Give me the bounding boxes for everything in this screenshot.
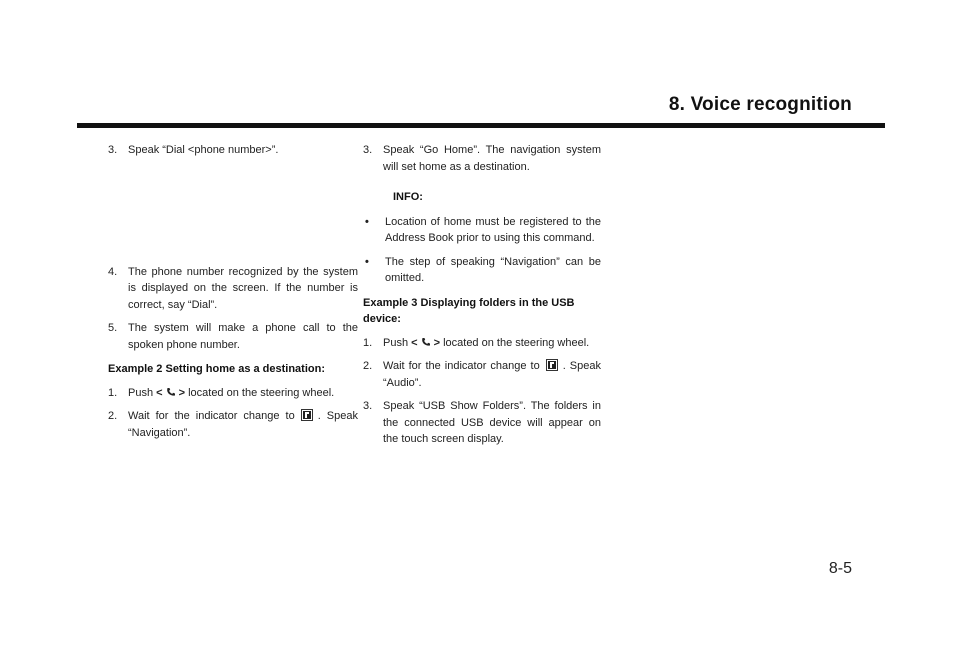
- step-number: 3.: [363, 144, 373, 156]
- step-text-after: located on the steering wheel.: [188, 386, 335, 399]
- step-text: The phone number recognized by the system is displayed on the screen. If the number is correct, say “Dial”.: [128, 265, 358, 311]
- step-text: [128, 385, 358, 402]
- step-number: 1.: [108, 386, 118, 399]
- ex3-step-3: [363, 398, 601, 448]
- step-number: 1.: [363, 336, 373, 349]
- step-text: [383, 358, 601, 391]
- page-number: 8-5: [828, 560, 852, 577]
- ex3-step-1: [363, 335, 601, 352]
- info-bullet: [363, 214, 601, 247]
- header-rule: [77, 123, 885, 128]
- ex2-step-3: [363, 142, 601, 175]
- step-text: Speak “USB Show Folders”. The folders in the connected USB device will appear on the touch screen display.: [383, 400, 601, 445]
- ex2-step-2: [108, 408, 358, 441]
- step-text: Speak “Go Home”. The navigation system will set home as a destination.: [383, 144, 601, 173]
- info-label: INFO:: [393, 191, 423, 203]
- step-text-after: located on the steering wheel.: [443, 336, 590, 349]
- bullet-text: Location of home must be registered to the Address Book prior to using this command.: [385, 215, 601, 244]
- phone-talk-icon: [421, 337, 431, 347]
- step-text-before: Wait for the indicator change to: [128, 410, 295, 422]
- voice-indicator-icon: [546, 359, 558, 371]
- bracket-open: <: [411, 336, 418, 349]
- bullet-icon: •: [365, 255, 369, 268]
- step-text: Speak “Dial <phone number>”.: [128, 144, 279, 156]
- bracket-close: >: [178, 386, 186, 399]
- step-number: 2.: [108, 410, 118, 422]
- example-2-heading: Example 2 Setting home as a destination:: [108, 363, 325, 375]
- step-text-before: Push: [128, 386, 154, 399]
- step-number: 4.: [108, 265, 118, 278]
- step-5-call: [108, 320, 358, 353]
- step-number: 5.: [108, 322, 118, 334]
- step-number: 3.: [363, 400, 373, 412]
- step-4-confirm: [108, 264, 358, 314]
- step-text-before: Push: [383, 336, 409, 349]
- spacer: [108, 166, 358, 264]
- step-text-before: Wait for the indicator change to: [383, 360, 540, 372]
- section-title: 8. Voice recognition: [668, 94, 852, 115]
- middle-column: [363, 142, 601, 455]
- step-text: The system will make a phone call to the spoken phone number.: [128, 322, 358, 351]
- bracket-open: <: [156, 386, 163, 399]
- ex3-step-2: [363, 358, 601, 391]
- voice-indicator-icon: [301, 409, 313, 421]
- step-text-after: . Speak “Audio”.: [383, 360, 601, 389]
- step-number: 2.: [363, 360, 373, 372]
- bullet-icon: •: [365, 215, 369, 228]
- step-text-after: . Speak “Navigation”.: [128, 410, 358, 439]
- bracket-close: >: [433, 336, 441, 349]
- step-3-dial: [108, 142, 358, 159]
- step-text: [128, 408, 358, 441]
- step-text: [383, 335, 601, 352]
- left-column: [108, 142, 358, 448]
- phone-talk-icon: [166, 387, 176, 397]
- step-number: 3.: [108, 144, 118, 156]
- info-bullet: [363, 254, 601, 287]
- example-3-heading: Example 3 Displaying folders in the USB device:: [363, 296, 575, 325]
- bullet-text: The step of speaking “Navigation” can be omitted.: [385, 255, 601, 284]
- ex2-step-1: [108, 385, 358, 402]
